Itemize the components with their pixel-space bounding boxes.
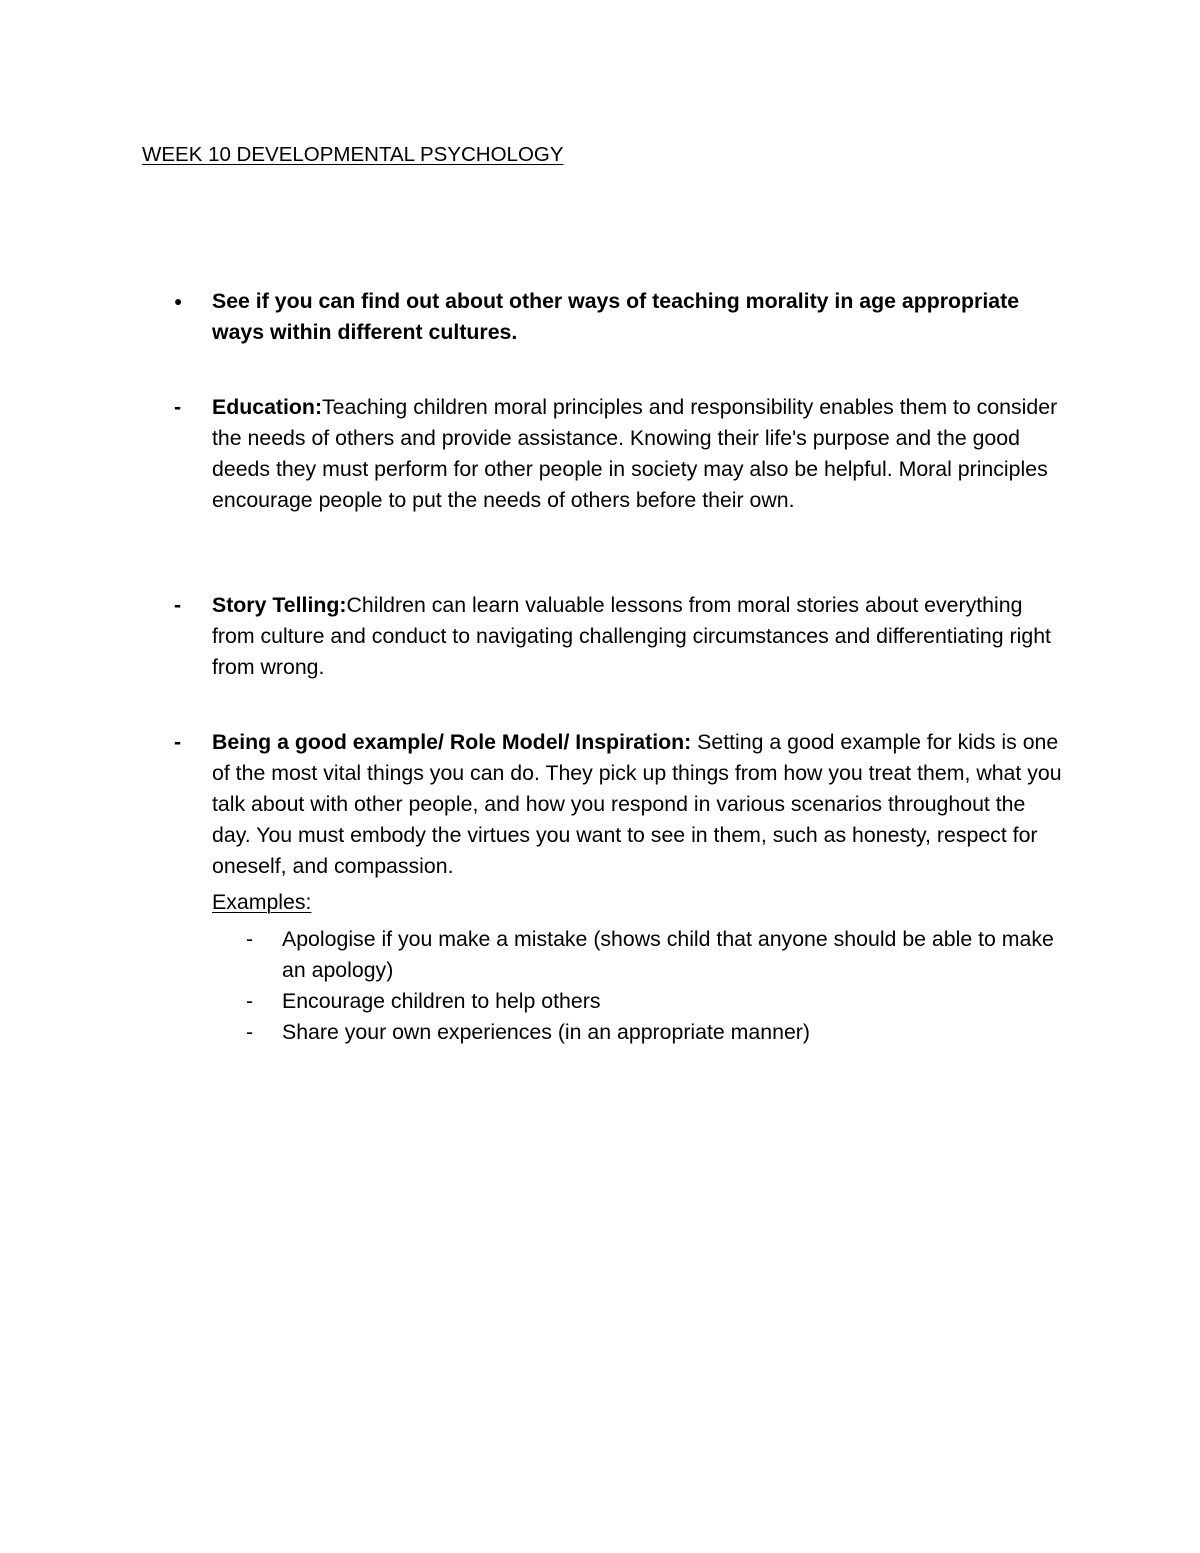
dash-marker: - [174, 593, 182, 617]
example-item [212, 986, 1067, 1017]
role-model-body: Setting a good example for kids is one of the most vital things you can do. They pick up things from how you treat them, what you talk about with other people, and how you respond in various scenarios throughout the day. You must embody the virtues you want to see in them, such as honesty, respect for oneself, and compassion. [212, 730, 1062, 878]
role-model-heading: Being a good example/ Role Model/ Inspiration: [212, 730, 692, 754]
role-model-content [212, 727, 1067, 882]
story-telling-content [212, 590, 1067, 683]
story-telling-body: Children can learn valuable lessons from moral stories about everything from culture and conduct to navigating challenging circumstances and differentiating right from wrong. [212, 593, 1051, 679]
dash-marker: - [246, 1020, 254, 1044]
examples-section [212, 887, 1067, 1048]
dash-marker: - [246, 927, 254, 951]
examples-label: Examples: [212, 890, 312, 914]
education-content [212, 392, 1067, 516]
education-heading: Education: [212, 395, 323, 419]
dash-marker: - [174, 395, 182, 419]
example-text: Share your own experiences (in an appropriate manner) [282, 1020, 810, 1044]
bullet-icon: ● [174, 293, 183, 309]
role-model-item [174, 727, 1074, 1069]
education-body: Teaching children moral principles and responsibility enables them to consider the needs of others and provide assistance. Knowing their life's purpose and the good deeds they must perform for other people in society may also be helpful. Moral principles encourage people to put the needs of others before their own. [212, 395, 1058, 512]
education-item [174, 392, 1074, 516]
story-telling-item [174, 590, 1074, 683]
dash-marker: - [174, 730, 182, 754]
examples-list [212, 924, 1067, 1048]
example-item [212, 1017, 1067, 1048]
question-text: See if you can find out about other ways of teaching morality in age appropriate ways within different cultures. [212, 289, 1020, 344]
document-title: WEEK 10 DEVELOPMENTAL PSYCHOLOGY [142, 143, 564, 166]
story-telling-heading: Story Telling: [212, 593, 347, 617]
example-item [212, 924, 1067, 986]
dash-marker: - [246, 989, 254, 1013]
example-text: Encourage children to help others [282, 989, 601, 1013]
example-text: Apologise if you make a mistake (shows child that anyone should be able to make an apology) [282, 927, 1054, 982]
question-list-item [174, 286, 1074, 348]
